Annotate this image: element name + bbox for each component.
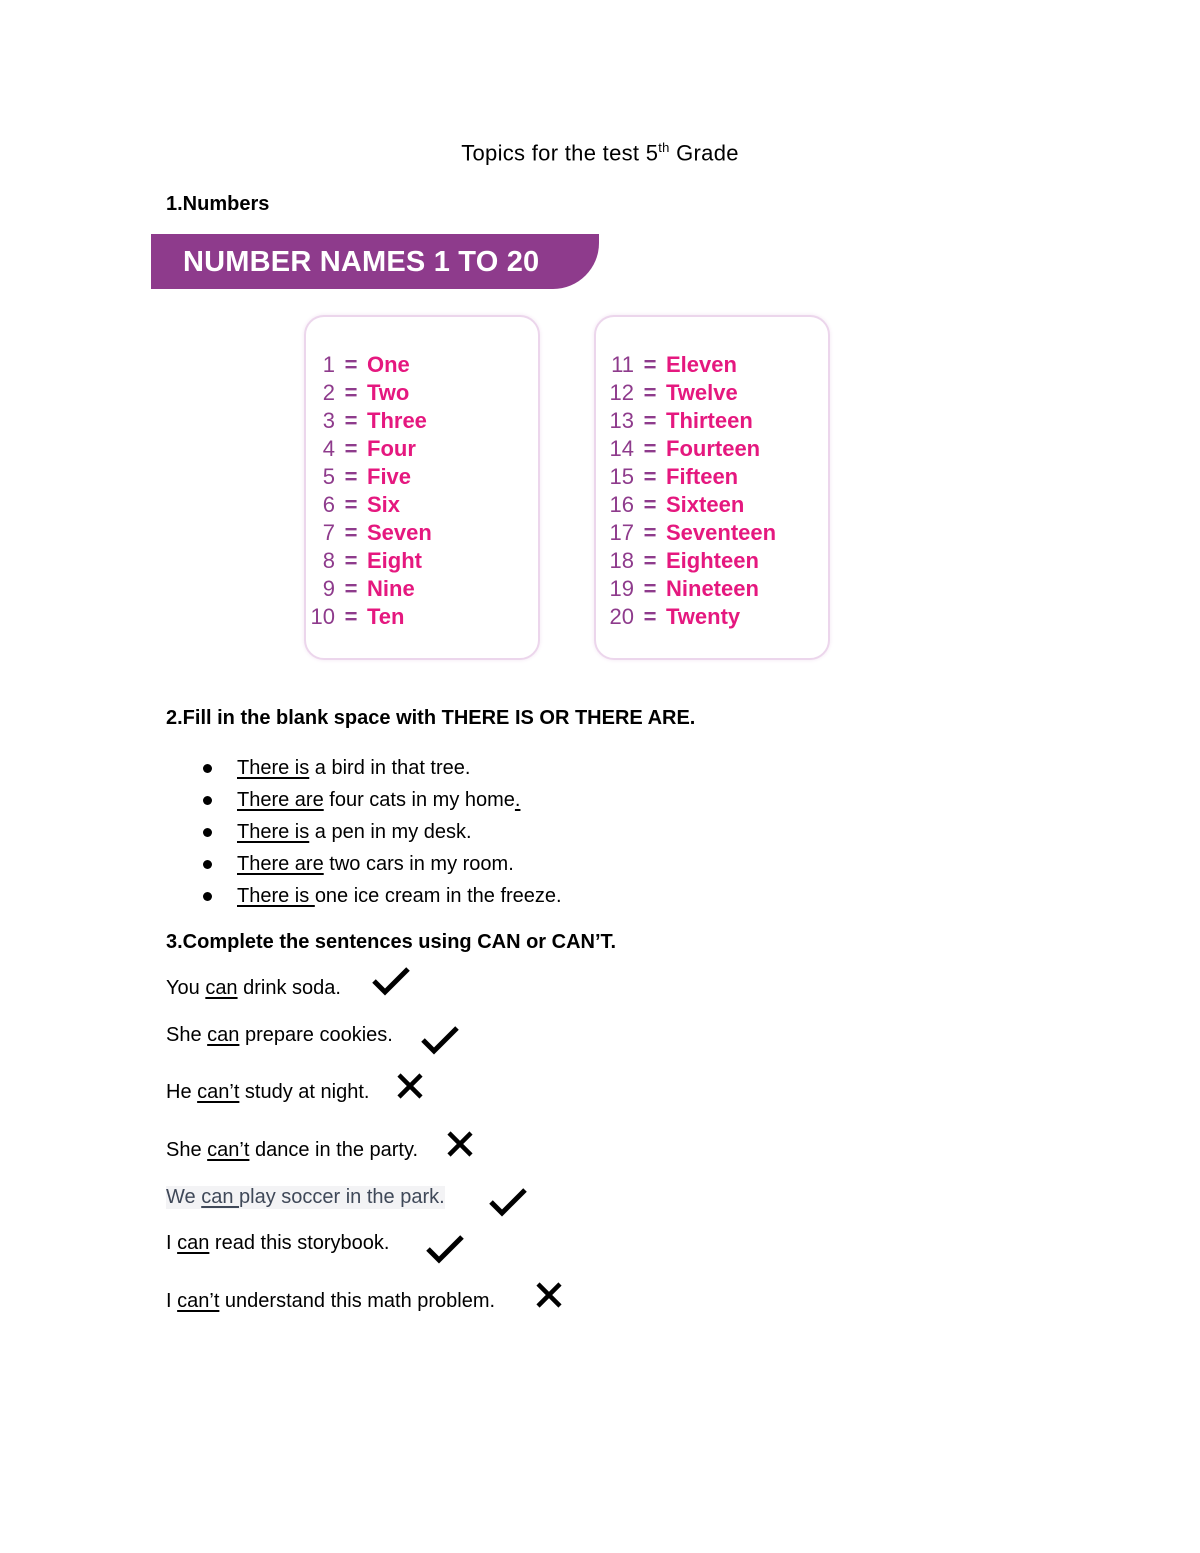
sentence-line: We can play soccer in the park. bbox=[166, 1186, 445, 1208]
sentence-line: She can prepare cookies. bbox=[166, 1024, 393, 1046]
check-icon bbox=[371, 966, 411, 996]
number-row: 18 = Eighteen bbox=[609, 548, 759, 573]
section-heading-there-is-are: 2.Fill in the blank space with THERE IS OR THERE ARE. bbox=[166, 707, 696, 729]
list-item: There is one ice cream in the freeze. bbox=[200, 881, 562, 913]
page-title bbox=[0, 140, 1200, 166]
answer: There are bbox=[237, 789, 324, 811]
number-row: 9 = Nine bbox=[322, 576, 415, 601]
section-heading-can-cant: 3.Complete the sentences using CAN or CAN’T. bbox=[166, 931, 617, 953]
number-row: 8 = Eight bbox=[322, 548, 422, 573]
cross-icon bbox=[396, 1072, 424, 1100]
number-row: 12 = Twelve bbox=[609, 380, 738, 405]
answer: can’t bbox=[207, 1139, 250, 1161]
answer: There is bbox=[237, 885, 315, 907]
list-item: There are two cars in my room. bbox=[200, 849, 562, 881]
number-row: 11 = Eleven bbox=[611, 352, 737, 377]
number-row: 4 = Four bbox=[322, 436, 416, 461]
number-row: 7 = Seven bbox=[322, 520, 432, 545]
sentence-line: I can’t understand this math problem. bbox=[166, 1290, 496, 1312]
check-icon bbox=[488, 1187, 528, 1217]
number-row: 17 = Seventeen bbox=[609, 520, 777, 545]
cross-icon bbox=[535, 1281, 563, 1309]
list-item: There is a bird in that tree. bbox=[200, 753, 562, 785]
answer: can bbox=[207, 1024, 240, 1046]
answer: There is bbox=[237, 757, 310, 779]
number-row: 3 = Three bbox=[322, 408, 427, 433]
sentence-line: He can’t study at night. bbox=[166, 1081, 370, 1103]
answer: can’t bbox=[197, 1081, 240, 1103]
number-row: 19 = Nineteen bbox=[609, 576, 759, 601]
number-names-banner: NUMBER NAMES 1 TO 20 bbox=[151, 234, 599, 289]
check-icon bbox=[425, 1234, 465, 1264]
number-row: 2 = Two bbox=[322, 380, 410, 405]
title-main: Topics for the test 5 bbox=[461, 140, 659, 166]
number-row: 14 = Fourteen bbox=[609, 436, 761, 461]
title-end: Grade bbox=[669, 140, 739, 166]
sentence-line: You can drink soda. bbox=[166, 977, 341, 999]
number-row: 6 = Six bbox=[322, 492, 401, 517]
check-icon bbox=[420, 1025, 460, 1055]
list-item: There are four cats in my home. bbox=[200, 785, 562, 817]
cross-icon bbox=[446, 1130, 474, 1158]
answer: can bbox=[201, 1186, 240, 1208]
answer: can’t bbox=[177, 1290, 220, 1312]
number-row: 10 = Ten bbox=[310, 604, 405, 629]
number-row: 1 = One bbox=[322, 352, 410, 377]
section-heading-numbers: 1.Numbers bbox=[166, 193, 270, 215]
answer: There are bbox=[237, 853, 324, 875]
number-row: 20 = Twenty bbox=[609, 604, 741, 629]
number-row: 5 = Five bbox=[322, 464, 412, 489]
list-item: There is a pen in my desk. bbox=[200, 817, 562, 849]
there-is-are-list bbox=[200, 753, 562, 913]
answer: There is bbox=[237, 821, 310, 843]
sentence-line: I can read this storybook. bbox=[166, 1232, 390, 1254]
sentence-line: She can’t dance in the party. bbox=[166, 1139, 419, 1161]
answer: can bbox=[177, 1232, 210, 1254]
number-row: 15 = Fifteen bbox=[609, 464, 739, 489]
number-row: 16 = Sixteen bbox=[609, 492, 745, 517]
answer: can bbox=[205, 977, 238, 999]
title-superscript: th bbox=[658, 140, 670, 155]
number-row: 13 = Thirteen bbox=[609, 408, 753, 433]
